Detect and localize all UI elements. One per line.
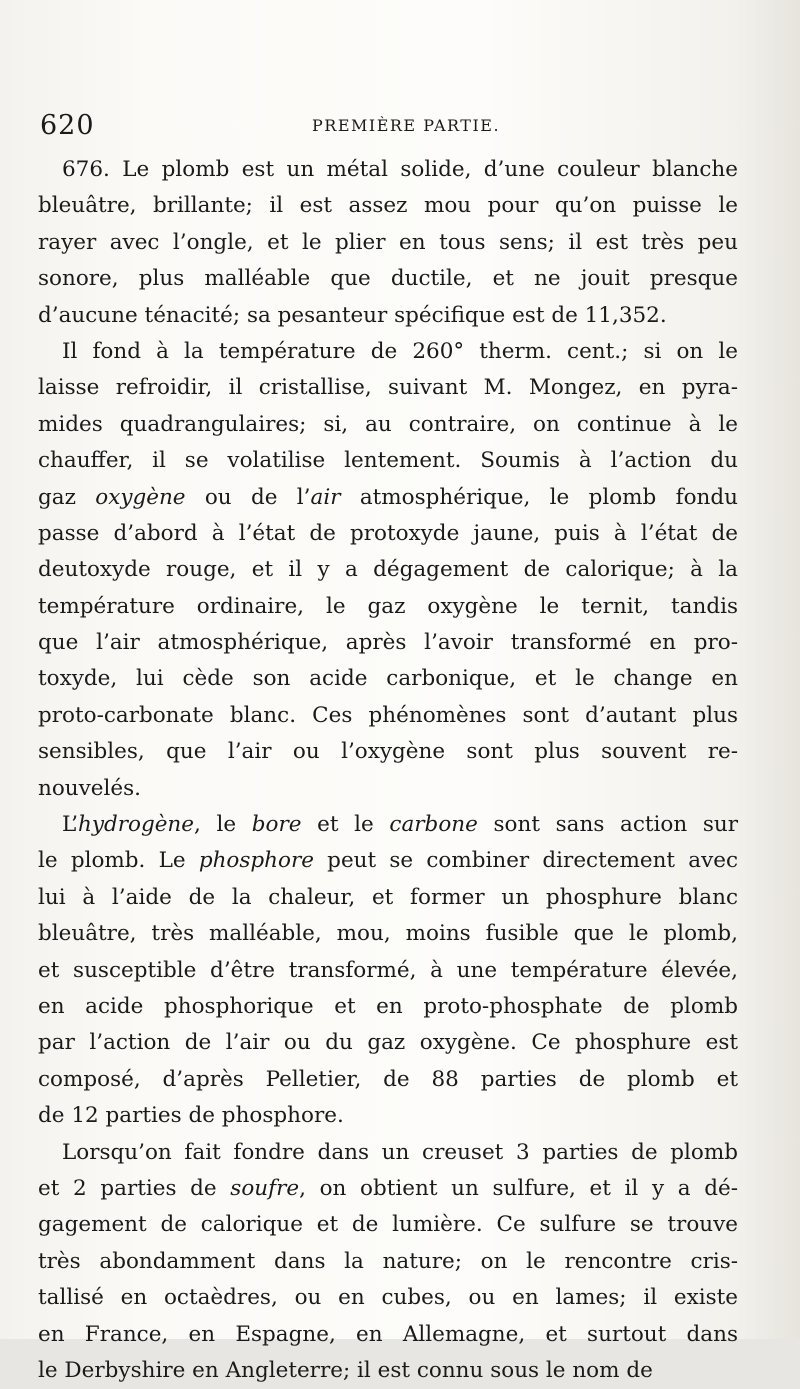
italic-term: hydrogène: [77, 812, 195, 838]
text-run: 676. Le plomb est un métal solide, d’une couleur blanche: [62, 157, 738, 182]
text-line: [38, 225, 738, 261]
text-run: Il fond à la température de 260° therm. cent.; si on le: [62, 338, 738, 364]
text-run: sensibles, que l’air ou l’oxygène sont plus souvent re-: [38, 739, 738, 765]
text-line: [38, 734, 738, 770]
text-run: en acide phosphorique et en proto-phosphate de plomb: [38, 993, 738, 1019]
text-run: L’: [62, 812, 78, 838]
text-line: [38, 1353, 738, 1389]
paragraph: [38, 152, 738, 334]
italic-term: soufre: [230, 1175, 300, 1201]
page-number: 620: [40, 110, 95, 141]
running-head: PREMIÈRE PARTIE.: [312, 116, 501, 135]
text-run: , le: [194, 812, 252, 838]
text-line: [38, 843, 738, 879]
text-run: le plomb. Le: [38, 848, 199, 874]
text-run: atmosphérique, le plomb fondu: [340, 484, 738, 510]
paragraph: [38, 334, 738, 807]
text-line: [38, 443, 738, 479]
text-line: [38, 1135, 738, 1171]
text-line: [38, 298, 738, 334]
text-run: le Derbyshire en Angleterre; il est connu sous le nom de: [38, 1357, 653, 1383]
italic-term: carbone: [389, 812, 478, 838]
text-line: [38, 698, 738, 734]
text-line: [38, 1207, 738, 1243]
text-run: très abondamment dans la nature; on le rencontre cris-: [38, 1248, 738, 1274]
text-run: gagement de calorique et de lumière. Ce sulfure se trouve: [38, 1212, 738, 1238]
text-run: bleuâtre, très malléable, mou, moins fusible que le plomb,: [38, 921, 738, 947]
text-run: proto-carbonate blanc. Ces phénomènes sont d’autant plus: [38, 702, 738, 728]
text-run: gaz: [38, 484, 96, 510]
text-run: composé, d’après Pelletier, de 88 parties de plomb et: [38, 1066, 738, 1092]
text-run: peut se combiner directement avec: [313, 848, 738, 874]
text-line: [38, 916, 738, 952]
text-line: [38, 989, 738, 1025]
text-run: tallisé en octaèdres, ou en cubes, ou en lames; il existe: [38, 1285, 738, 1311]
italic-term: oxygène: [95, 484, 186, 510]
italic-term: bore: [251, 812, 302, 838]
page-header: [40, 108, 740, 144]
text-run: laisse refroidir, il cristallise, suivant M. Mongez, en pyra-: [38, 375, 738, 401]
text-run: lui à l’aide de la chaleur, et former un phosphure blanc: [38, 884, 738, 910]
text-line: [38, 1244, 738, 1280]
text-line: [38, 1025, 738, 1061]
text-line: [38, 953, 738, 989]
text-run: , on obtient un sulfure, et il y a dé-: [299, 1175, 738, 1201]
text-line: [38, 152, 738, 188]
text-run: que l’air atmosphérique, après l’avoir transformé en pro-: [38, 630, 738, 656]
text-line: [38, 1317, 738, 1353]
text-run: en France, en Espagne, en Allemagne, et surtout dans: [38, 1321, 738, 1347]
text-run: rayer avec l’ongle, et le plier en tous sens; il est très peu: [38, 229, 738, 255]
text-run: ou de l’: [185, 484, 311, 510]
text-line: [38, 552, 738, 588]
text-run: sonore, plus malléable que ductile, et ne jouit presque: [38, 266, 738, 292]
text-line: [38, 807, 738, 843]
italic-term: phosphore: [198, 848, 314, 874]
text-line: [38, 625, 738, 661]
text-line: [38, 1280, 738, 1316]
text-line: [38, 480, 738, 516]
text-run: Lorsqu’on fait fondre dans un creuset 3 parties de plomb: [62, 1139, 738, 1165]
text-run: deutoxyde rouge, et il y a dégagement de calorique; à la: [38, 557, 738, 583]
text-line: [38, 1062, 738, 1098]
text-line: [38, 771, 738, 807]
text-run: chauffer, il se volatilise lentement. Soumis à l’action du: [38, 448, 738, 474]
text-run: mides quadrangulaires; si, au contraire, on continue à le: [38, 411, 738, 437]
text-run: et 2 parties de: [38, 1175, 231, 1201]
body-text: [38, 152, 738, 1389]
text-run: d’aucune ténacité; sa pesanteur spécifique est de 11,352.: [38, 302, 667, 328]
text-line: [38, 188, 738, 224]
paragraph: [38, 1135, 738, 1389]
text-line: [38, 334, 738, 370]
text-line: [38, 407, 738, 443]
text-line: [38, 880, 738, 916]
text-run: température ordinaire, le gaz oxygène le ternit, tandis: [38, 593, 738, 619]
text-line: [38, 1098, 738, 1134]
text-run: de 12 parties de phosphore.: [38, 1103, 344, 1129]
text-run: et le: [301, 812, 390, 838]
text-line: [38, 589, 738, 625]
text-line: [38, 370, 738, 406]
paragraph: [38, 807, 738, 1135]
text-line: [38, 1171, 738, 1207]
text-run: et susceptible d’être transformé, à une température élevée,: [38, 957, 738, 983]
text-run: sont sans action sur: [477, 812, 738, 838]
text-line: [38, 661, 738, 697]
text-run: toxyde, lui cède son acide carbonique, et le change en: [38, 666, 738, 692]
text-run: nouvelés.: [38, 775, 141, 801]
text-run: par l’action de l’air ou du gaz oxygène. Ce phosphure est: [38, 1030, 738, 1056]
text-run: bleuâtre, brillante; il est assez mou pour qu’on puisse le: [38, 193, 738, 219]
text-line: [38, 261, 738, 297]
text-run: passe d’abord à l’état de protoxyde jaune, puis à l’état de: [38, 520, 738, 546]
italic-term: air: [310, 484, 341, 510]
text-line: [38, 516, 738, 552]
